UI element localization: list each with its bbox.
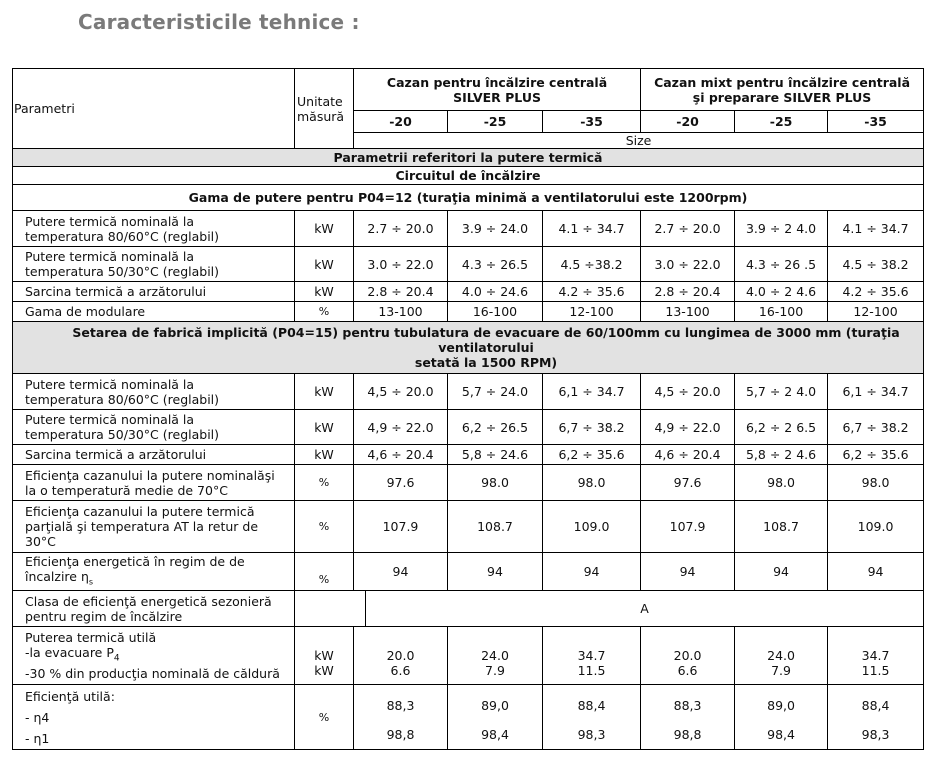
row-label: Sarcina termică a arzătorului <box>13 445 295 465</box>
cell: 97.6 <box>354 465 448 501</box>
cell: 5,8 ÷ 2 4.6 <box>735 445 828 465</box>
row-label: Putere termică nominală la temperatura 50/30°C (reglabil) <box>13 247 295 282</box>
cell: 12-100 <box>828 302 924 322</box>
header-parametri: Parametri <box>13 69 295 149</box>
cell: 6,2 ÷ 2 6.5 <box>735 410 828 445</box>
cell: 24.0 7.9 <box>448 627 543 685</box>
table-row <box>13 374 924 410</box>
cell: 2.8 ÷ 20.4 <box>354 282 448 302</box>
cell: 5,8 ÷ 24.6 <box>448 445 543 465</box>
cell: 20.0 6.6 <box>354 627 448 685</box>
row-unit: % <box>295 553 354 591</box>
table-row <box>13 282 924 302</box>
header-group2-line2: şi preparare SILVER PLUS <box>692 89 872 105</box>
row-unit: kW <box>295 211 354 247</box>
header-group-mixt <box>641 69 924 111</box>
row-unit: kW kW <box>295 627 354 685</box>
table-row <box>13 465 924 501</box>
row-label: Eficienţa cazanului la putere termică parţială şi temperatura AT la retur de 30°C <box>13 501 295 553</box>
header-unitate <box>295 69 354 149</box>
cell: 13-100 <box>641 302 735 322</box>
cell: 4.5 ÷ 38.2 <box>828 247 924 282</box>
cell: 3.9 ÷ 2 4.0 <box>735 211 828 247</box>
cell: 6,2 ÷ 35.6 <box>828 445 924 465</box>
header-group1-line1: Cazan pentru încălzire centrală <box>386 74 608 90</box>
cell: 98.0 <box>735 465 828 501</box>
cell: 4.3 ÷ 26.5 <box>448 247 543 282</box>
energy-class-value: A <box>366 591 924 627</box>
row-unit: % <box>295 465 354 501</box>
row-unit: % <box>295 685 354 750</box>
cell: 98.0 <box>828 465 924 501</box>
cell: 88,3 98,8 <box>641 685 735 750</box>
cell: 6,7 ÷ 38.2 <box>543 410 641 445</box>
cell: 13-100 <box>354 302 448 322</box>
cell: 20.0 6.6 <box>641 627 735 685</box>
cell: 108.7 <box>735 501 828 553</box>
cell: 2.7 ÷ 20.0 <box>354 211 448 247</box>
cell: 3.9 ÷ 24.0 <box>448 211 543 247</box>
cell: 6,1 ÷ 34.7 <box>543 374 641 410</box>
header-unitate-line2: măsură <box>297 108 345 124</box>
cell: 34.7 11.5 <box>828 627 924 685</box>
row-label: Eficienţa cazanului la putere nominalăşi la o temperatură medie de 70°C <box>13 465 295 501</box>
section-setare-fabrica <box>13 322 924 374</box>
cell: 88,4 98,3 <box>543 685 641 750</box>
cell: 94 <box>448 553 543 591</box>
row-label: Putere termică nominală la temperatura 80/60°C (reglabil) <box>13 211 295 247</box>
cell: 98.0 <box>543 465 641 501</box>
cell: 4,6 ÷ 20.4 <box>354 445 448 465</box>
section-putere-termica: Parametrii referitori la putere termică <box>13 149 924 167</box>
row-unit: kW <box>295 247 354 282</box>
row-unit: kW <box>295 445 354 465</box>
row-label: Putere termică nominală la temperatura 50/30°C (reglabil) <box>13 410 295 445</box>
cell: 4.0 ÷ 2 4.6 <box>735 282 828 302</box>
table-row <box>13 211 924 247</box>
cell: 16-100 <box>448 302 543 322</box>
cell: 4.2 ÷ 35.6 <box>828 282 924 302</box>
cell: 34.7 11.5 <box>543 627 641 685</box>
cell: 4,5 ÷ 20.0 <box>354 374 448 410</box>
cell: 6,7 ÷ 38.2 <box>828 410 924 445</box>
size-35-a: -35 <box>543 111 641 133</box>
row-unit: % <box>295 302 354 322</box>
cell: 4.3 ÷ 26 .5 <box>735 247 828 282</box>
row-unit <box>295 591 354 627</box>
cell: 88,3 98,8 <box>354 685 448 750</box>
cell: 107.9 <box>354 501 448 553</box>
row-label: Eficienţă utilă: - η4 - η1 <box>13 685 295 750</box>
cell: 97.6 <box>641 465 735 501</box>
table-row <box>13 501 924 553</box>
cell: 98.0 <box>448 465 543 501</box>
row-unit: kW <box>295 410 354 445</box>
row-label: Clasa de eficienţă energetică sezonieră pentru regim de încălzire <box>13 591 295 627</box>
cell: 6,2 ÷ 26.5 <box>448 410 543 445</box>
cell: 4.1 ÷ 34.7 <box>828 211 924 247</box>
section-setare-line1: Setarea de fabrică implicită (P04=15) pentru tubulatura de evacuare de 60/100mm cu lungimea de 3000 mm (turaţia ventilatorului <box>72 325 900 355</box>
header-unitate-line1: Unitate <box>297 93 343 109</box>
cell: 2.7 ÷ 20.0 <box>641 211 735 247</box>
cell: 4.5 ÷38.2 <box>543 247 641 282</box>
cell: 89,0 98,4 <box>448 685 543 750</box>
table-row <box>13 627 924 685</box>
cell: 2.8 ÷ 20.4 <box>641 282 735 302</box>
row-label: Gama de modulare <box>13 302 295 322</box>
header-group2-line1: Cazan mixt pentru încălzire centrală <box>654 74 911 90</box>
size-25-a: -25 <box>448 111 543 133</box>
table-row <box>13 410 924 445</box>
section-gama-putere: Gama de putere pentru P04=12 (turaţia minimă a ventilatorului este 1200rpm) <box>13 185 924 211</box>
cell: 94 <box>543 553 641 591</box>
cell: 4.0 ÷ 24.6 <box>448 282 543 302</box>
cell: 4,9 ÷ 22.0 <box>354 410 448 445</box>
table-row <box>13 685 924 750</box>
size-label: Size <box>354 133 924 149</box>
row-unit: % <box>295 501 354 553</box>
table-row <box>13 302 924 322</box>
section-circuitul: Circuitul de încălzire <box>13 167 924 185</box>
cell: 4,6 ÷ 20.4 <box>641 445 735 465</box>
cell: 12-100 <box>543 302 641 322</box>
cell: 88,4 98,3 <box>828 685 924 750</box>
cell: 4.2 ÷ 35.6 <box>543 282 641 302</box>
row-label: Eficienţa energetică în regim de de încalzire $\eta_s$ <box>13 553 295 591</box>
cell: 108.7 <box>448 501 543 553</box>
table-row <box>13 247 924 282</box>
cell: 94 <box>354 553 448 591</box>
cell: 107.9 <box>641 501 735 553</box>
size-20-a: -20 <box>354 111 448 133</box>
cell: 5,7 ÷ 24.0 <box>448 374 543 410</box>
cell: 94 <box>641 553 735 591</box>
page-title: Caracteristicile tehnice : <box>78 10 360 34</box>
cell: 4.1 ÷ 34.7 <box>543 211 641 247</box>
row-label: Putere termică nominală la temperatura 80/60°C (reglabil) <box>13 374 295 410</box>
cell: 16-100 <box>735 302 828 322</box>
size-20-b: -20 <box>641 111 735 133</box>
cell: 4,5 ÷ 20.0 <box>641 374 735 410</box>
cell: 109.0 <box>828 501 924 553</box>
cell: 5,7 ÷ 2 4.0 <box>735 374 828 410</box>
header-group-central <box>354 69 641 111</box>
cell: 109.0 <box>543 501 641 553</box>
table-row <box>13 553 924 591</box>
cell: 94 <box>735 553 828 591</box>
table-row <box>13 445 924 465</box>
size-35-b: -35 <box>828 111 924 133</box>
row-unit: kW <box>295 374 354 410</box>
cell: 94 <box>828 553 924 591</box>
size-25-b: -25 <box>735 111 828 133</box>
cell: 24.0 7.9 <box>735 627 828 685</box>
cell: 3.0 ÷ 22.0 <box>641 247 735 282</box>
cell: 6,1 ÷ 34.7 <box>828 374 924 410</box>
header-group1-line2: SILVER PLUS <box>453 89 541 105</box>
cell: 6,2 ÷ 35.6 <box>543 445 641 465</box>
row-label: Sarcina termică a arzătorului <box>13 282 295 302</box>
technical-specs-table <box>12 68 924 750</box>
cell: 4,9 ÷ 22.0 <box>641 410 735 445</box>
cell: 3.0 ÷ 22.0 <box>354 247 448 282</box>
section-setare-line2: setată la 1500 RPM) <box>414 355 558 370</box>
row-label: Puterea termică utilă -la evacuare $P_4$ -30 % din producţia nominală de căldură <box>13 627 295 685</box>
table-row <box>13 591 924 627</box>
cell: 89,0 98,4 <box>735 685 828 750</box>
row-unit: kW <box>295 282 354 302</box>
